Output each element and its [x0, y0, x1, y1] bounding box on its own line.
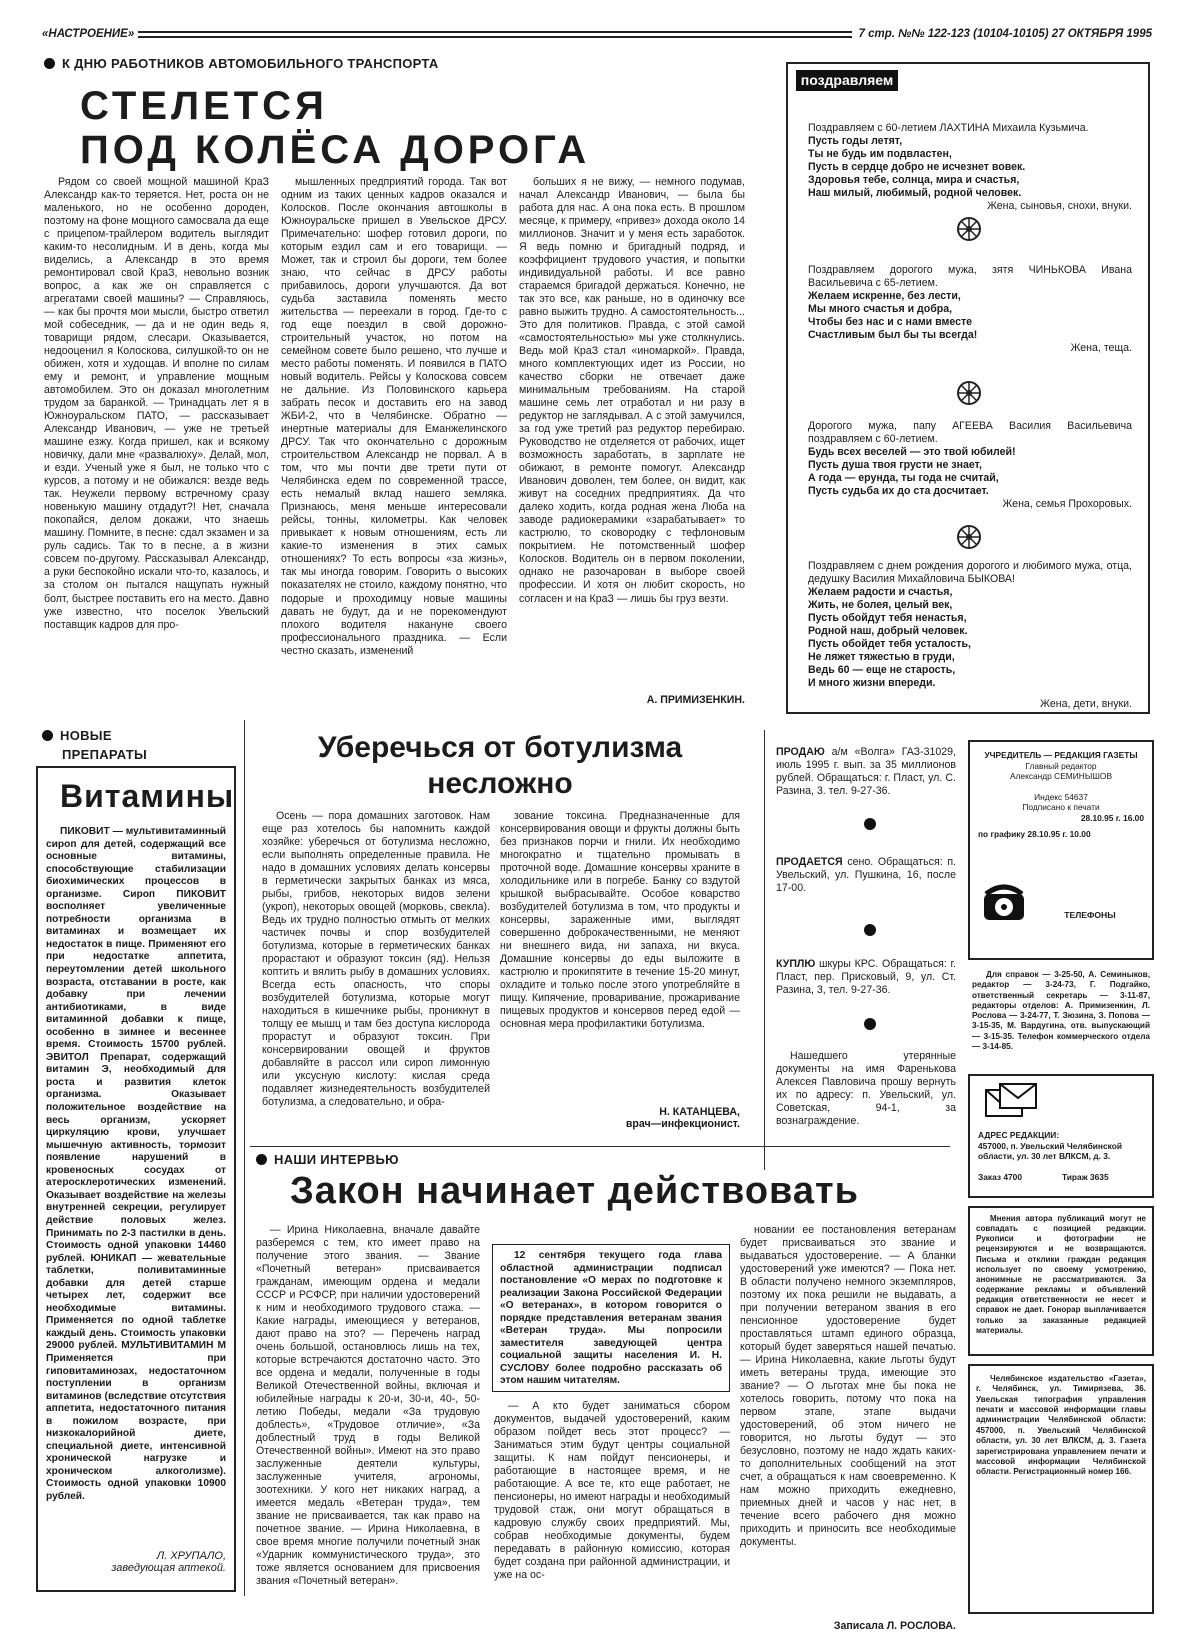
interview-author: Записала Л. РОСЛОВА. [833, 1620, 956, 1632]
vitamins-author: Л. ХРУПАЛО, заведующая аптекой. [111, 1550, 226, 1574]
article1-author: А. ПРИМИЗЕНКИН. [646, 694, 745, 706]
address-block: АДРЕС РЕДАКЦИИ: 457000, п. Увельский Челябинской области, ул. 30 лет ВЛКСМ, д. 3. Заказ 4700 Тираж 3635 [978, 1130, 1122, 1182]
bullet-icon [256, 1154, 267, 1165]
ad-sell-hay: ПРОДАЕТСЯ сено. Обращаться: п. Увельский, ул. Пушкина, 16, после 17-00. [776, 856, 956, 895]
interview-col1: — Ирина Николаевна, вначале давайте разберемся с тем, кто имеет право на получение этого звания. — Звание «Почетный ветеран» присваивается гражданам, имеющим ордена и медали СССР и РСФСР, при наличии удостоверений к ним и необходимого трудового стажа. — Какие награды, имеющиеся у ветеранов, дают право на это? — Перечень наград очень большой, остановлюсь лишь на тех, которые встречаются достаточно часто. Это все ордена и медали, полученные в годы Великой Отечественной войны, включая и юбилейные награды к 20-и, 30-и, 40-, 50-летию Победы, медали «За трудовую доблесть», «Трудовое отличие», «За доблестный труд в годы Великой Отечественной войны». Имеют на это право заслуженные деятели культуры, заслуженные учителя, агрономы, зоотехники. У кого нет никаких наград, а имеется медаль «Ветеран труда», тем звание не присваивается, так как право на почетное звание. — Ирина Николаевна, в свое время многие получили почетный знак «Ударник коммунистического труда», это тоже является основанием для присвоения звания «Почетный ветеран». [256, 1224, 480, 1588]
interview-kicker: НАШИ ИНТЕРВЬЮ [256, 1152, 556, 1167]
phones-title: ТЕЛЕФОНЫ [1064, 910, 1116, 920]
ad-lost-docs: Нашедшего утерянные документы на имя Фаренькова Алексея Павловича прошу вернуть их по адресу: п. Увельский, ул. Советская, 94-1, за вознаграждение. [776, 1050, 956, 1128]
congrats-banner: поздравляем [796, 70, 898, 91]
title-line-1: СТЕЛЕТСЯ [80, 84, 328, 128]
column-rule [764, 730, 765, 1170]
article1-title [80, 84, 770, 172]
article1-col2: мышленных предприятий города. Так вот одним из таких ценных кадров оказался и Колосков. После окончания автошколы в Южноуральске пришел в Увельское ДРСУ. Примечательно: шофер готовил дороги, по которым ездил сам и его товарищи. — Может, так и строил бы дороги, тем более знаю, что сейчас в ДРСУ работы прибавилось, дороги улучшаются. Да вот судьба заставила поменять место жительства — переехали в город. Где-то с год еще поездил в свой дорожно-строительный участок, но потом на семейном совете было решено, что лучше и место работы поменять. И появился в ПАТО новый водитель. Рейсы у Колоскова совсем не дальние. Из Половинского карьера забрать песок и доставить его на завод ЖБИ-2, что в Челябинске. Обратно — инертные материалы для Еманжелинского ДРСУ. Так что окончательно с дорожным строительством Александр не порвал. А в том, что мы почти две трети пути от Челябинска едем по современной трассе, есть немалый вклад нашего земляка. Признаюсь, меня меньше интересовали рейсы, тонны, километры. Как человек привыкает к новым отношениям, есть ли какие-то изменения в этих самых отношениях? То есть вопросы «за жизнь», так мы иногда говорим. Говорить о высоких показателях не стоило, каждому понятно, что подорые и проходимцу новые машины давать не будут, да и не порекомендуют плохого водителя накануне своего профессионального праздника. — Если честно сказать, изменений [281, 176, 507, 657]
vitamins-kicker: НОВЫЕ ПРЕПАРАТЫ [42, 728, 232, 762]
greeting-1: Поздравляем с 60-летием ЛАХТИНА Михаила Кузьмича. Пусть годы летят, Ты не будь им подвластен, Пусть в сердце добро не исчезнет вовек. Здоровья тебе, солнца, мира и счастья, Наш милый, любимый, родной человек. Жена, сыновья, снохи, внуки. [808, 122, 1132, 213]
section-rule [250, 1146, 950, 1147]
ad-sell-car: ПРОДАЮ а/м «Волга» ГАЗ-31029, июль 1995 г. вып. за 35 миллионов рублей. Обращаться: г. Пласт, ул. С. Разина, 3. тел. 9-27-36. [776, 746, 956, 798]
botulism-title: Уберечься от ботулизма несложно [317, 731, 683, 800]
vitamins-body: ПИКОВИТ — мультивитаминный сироп для детей, содержащий все основные витамины, способствующие стабилизации биохимических процессов в организме. Сироп ПИКОВИТ восполняет увеличенные потребности организма в витаминах и возмещает их недостаток в пище. Применяют его при недостатке аппетита, переутомлении детей школьного возраста, отставании в росте, как добавку при лечении антибиотиками, в виде витаминной добавки к пище, особенно в зимнее и весеннее время. Стоимость 15700 рублей. ЭВИТОЛ Препарат, содержащий витамин Э, необходимый для роста и развития клеток организма. Оказывает положительное воздействие на весь организм, ускоряет циркуляцию крови, улучшает мышечную активность, тормозит появление нарушений в кровеносных сосудах от атеросклеротических изменений. Оказывает воздействие на железы внутренней секреции, регулирует действие половых желез. Принимать по 2-3 пастилки в день. Стоимость одной упаковки 14460 рублей. ЮНИКАП — жевательные таблетки, поливитаминные добавки для детей старше четырех лет, содержит все необходимые витамины. Применяется по одной таблетке каждый день. Стоимость упаковки 29000 рублей. МУЛЬТИВИТАМИН М Применяется при гиповитаминозах, недостаточном поступлении в организм витаминов (вследствие отсутствия аппетита, недостаточного питания в пожилом возрасте, при низкокалорийной диете, специальной диете, интенсивной хронической нагрузке и хроническом алкоголизме). Стоимость одной упаковки 10900 рублей. [46, 826, 226, 1502]
title-line-2: ПОД КОЛЁСА ДОРОГА [80, 128, 591, 172]
disclaimer-text: Мнения автора публикаций могут не совпадать с позицией редакции. Рукописи и фотографии не рецензируются и не возвращаются. Письма и отклики граждан редакция использует по своему усмотрению, анонимные не рассматриваются. За содержание рекламы и объявлений редакция ответственности не несет и справок не дает. Гонорар выплачивается только за заказанные редакцией материалы. [976, 1214, 1146, 1335]
page-header [42, 28, 1152, 42]
separator-dot [864, 1018, 876, 1030]
article1-col1: Рядом со своей мощной машиной КраЗ Александр как-то теряется. Нет, роста он не маленького, но не особенно дороден, поэтому на фоне мощного самосвала да еще с прицепом-трайлером водитель выглядит каким-то несолидным. И в день, когда мы виделись, а Александр в это время ремонтировал свой КраЗ, невольно возник вопрос, а как же он справляется с агрегатами своей машины? — Справляюсь, — как бы прочтя мои мысли, быстро ответил мой собеседник, — да и не один ведь я, товарищи рядом, слесари. Оказывается, недооценил я Колоскова, силушкой-то он не обижен, хотя и худощав. И вполне по силам ему и ремонт, и управление мощным автомобилем. Это он доказал многолетним трудом за баранкой. — Тринадцать лет я в Южноуральском ПАТО, — рассказывает Александр Иванович, — уже не третьей машине езжу. Когда пришел, как и всякому новичку, дали мне «развалюху». Делай, мол, и езди. Ученый уже я был, не только что с курсов, а потому и не обижался: везде ведь так. Неужели первому встречному сразу новенькую машину отдадут?! Нет, сначала покопайся, делом докажи, что знаешь машину. Помните, в песне: сдал экзамен и за руль садись. Так то в песне, а в жизни совсем по-другому. Рассказывал Александр, а руки беспокойно искали что-то, казалось, и за столом он пытался нащупать нужный болт, быстрее поставить его на место. Давно уже известно, что поселок Увельский поставщик кадров для про- [44, 176, 269, 631]
bullet-icon [44, 58, 55, 69]
botulism-col1: Осень — пора домашних заготовок. Нам еще раз хотелось бы напомнить каждой хозяйке: уберечься от ботулизма несложно, если выполнять определенные правила. Не надо в домашних условиях делать консервы в герметически закрытых банках из мяса, рыбы, грибов, некоторых видов зелени (укроп), некоторых овощей (морковь, свекла). Ведь их трудно полностью отмыть от мелких частичек почвы и спор возбудителей ботулизма, которые в герметических банках прорастают и образуют токсин (яд). Нельзя коптить и вялить рыбу в домашних условиях. Всегда есть опасность, что споры возбудителей ботулизма, которые могут находиться в кишечнике рыбы, проникнут в толщу ее мышц и там без доступа кислорода прорастут и образуют токсин. При консервировании овощей и фруктов добавляйте в рассол или сироп лимонную или уксусную кислоту: кислая среда подавляет жизнедеятельность возбудителей ботулизма, а следовательно, и обра- [262, 810, 490, 1109]
interview-lead: 12 сентября текущего года глава областной администрации подписал постановление «О мерах по подготовке к реализации Закона Российской Федерации «О ветеранах», в котором говорится о порядке представления ветеранам звания «Ветеран труда». Мы попросили заместителя заведующей центра социальной защиты населения И. Н. СУСЛОВУ более подробно рассказать об этом нашим читателям. [500, 1250, 722, 1387]
separator-dot [864, 924, 876, 936]
separator-dot [864, 818, 876, 830]
section-name: «НАСТРОЕНИЕ» [42, 28, 135, 40]
vitamins-title: Витамины [60, 778, 235, 814]
article1-col3: больших я не вижу, — немного подумав, начал Александр Иванович, — была бы работа для нас. А она пока есть. В прошлом месяце, к примеру, «привез» дохода около 14 миллионов. Значит и у меня есть заработок. Я ведь помню и бригадный подряд, и коэффициент трудового участия, и попытки индивидуальной работы. И все равно стараемся бригадой держаться. Конечно, не так это все, как раньше, но в одиночку все равно выжить трудно. А самостоятельность... Это для политиков. Правда, с этой самой «самостоятельностью» мы уже столкнулись. Ведь мой КраЗ стал «иномаркой». Правда, много комплектующих идет из России, но качество сборки не отвечает даже минимальным требованиям. На старой машине семь лет отработал и ни разу в редуктор не заглядывал. А с этой замучился, за год уже третий раз редуктор перебираю. Руководство не отделяется от рабочих, ищет возможность заработать, в зарплате не обижают, в ремонте помогут. Александр Иванович доволен, тем более, он видит, как живут на соседних предприятиях. Да что далеко ходить, когда родная жена Люба на заводе радиокерамики «зарабатывает» то кастрюлю, то сковородку с тефлоновым покрытием. Не потомственный шофер Колосков. Водитель он в первом поколении, однако не разочарован в выборе своей профессии. И хотя он любит скорость, но согласен и на КраЗ — лишь бы груз везти. [519, 176, 745, 605]
envelope-icon [984, 1082, 1038, 1122]
greeting-2: Поздравляем дорогого мужа, зятя ЧИНЬКОВА Ивана Васильевича с 65-летием. Желаем искренне, без лести, Мы много счастья и добра, Чтобы без нас и с нами вместе Счастливым был бы ты всегда! Жена, теща. [808, 264, 1132, 355]
header-rule [138, 31, 852, 38]
interview-col3: новании ее постановления ветеранам будет присваиваться это звание и выдаваться удостоверение. — А бланки удостоверений уже имеются? — Пока нет. В области получено немного экземпляров, поэтому их пока решили не выдавать, а при получении ветераном звания в его пенсионное удостоверение будет проставляться штамп единого образца, который будет заверяться нашей печатью. — Ирина Николаевна, какие льготы будут иметь ветераны труда, имеющие это звание? — О льготах мне бы пока не хотелось говорить, потому что пока на первом этапе, этапе выдачи удостоверений, об этом ничего не говорится, но льготы будут — это безусловно, поэтому не надо ждать каких-то дополнительных сообщений на этот счет, а обращаться к нам своевременно. К нам можно приходить ежедневно, приемных дней и часов у нас нет, в течение всего рабочего дня можно приходить и приносить все необходимые документы. [740, 1224, 956, 1549]
issue-info: 7 стр. №№ 122-123 (10104-10105) 27 ОКТЯБРЯ 1995 [858, 28, 1152, 40]
botulism-author: Н. КАТАНЦЕВА, врач—инфекционист. [625, 1106, 740, 1130]
article1-kicker: К ДНЮ РАБОТНИКОВ АВТОМОБИЛЬНОГО ТРАНСПОРТА [44, 56, 764, 71]
bullet-icon [42, 730, 53, 741]
flower-icon [956, 380, 982, 406]
telephone-icon [982, 880, 1026, 924]
column-rule [244, 720, 245, 1596]
flower-icon [956, 524, 982, 550]
greeting-3: Дорогого мужа, папу АГЕЕВА Василия Васильевича поздравляем с 60-летием. Будь всех веселей — это твой юбилей! Пусть душа твоя грусти не знает, А года — ерунда, ты года не считай, Пусть судьба их до ста досчитает. Жена, семья Прохоровых. [808, 420, 1132, 511]
interview-title: Закон начинает действовать [290, 1170, 860, 1212]
phones-list: Для справок — 3-25-50, А. Семиныков, редактор — 3-24-73, Г. Подгайко, ответственный секретарь — 3-11-87, редакторы отделов: А. Примизенкин, Л. Рослова — 3-24-77, Т. Зюзина, З. Попова — 3-15-35, М. Вардугина, отв. выпускающий — 3-15-35. Телефон коммерческого отдела — 3-14-85. [972, 970, 1150, 1051]
ad-buy-hides: КУПЛЮ шкуры КРС. Обращаться: г. Пласт, пер. Присковый, 9, ул. Ст. Разина, 3, тел. 9-27-36. [776, 958, 956, 997]
flower-icon [956, 216, 982, 242]
interview-col2: — А кто будет заниматься сбором документов, выдачей удостоверений, каким образом пойдет весь этот процесс? — Заниматься этим будут центры социальной защиты. К нам пойдут пенсионеры, и работающие в настоящее время, и не работающие. А все те, кто еще работает, не пенсионеры, но имеют награды и необходимый трудовой стаж, они могут обращаться в кадровую службу своих предприятий. Мы, собрав необходимые документы, будем передавать в районную комиссию, которая будет создана при районной администрации, и уже на ос- [494, 1400, 730, 1582]
greeting-4: Поздравляем с днем рождения дорогого и любимого мужа, отца, дедушку Василия Михайловича БЫКОВА! Желаем радости и счастья, Жить, не болея, целый век, Пусть обойдут тебя ненастья, Родной наш, добрый человек. Пусть обойдет тебя усталость, Не ляжет тяжестью в груди, Ведь 60 — еще не старость, И много жизни впереди. Жена, дети, внуки. [808, 560, 1132, 711]
botulism-col2: зование токсина. Предназначенные для консервирования овощи и фрукты должны быть без признаков порчи и гнили. Их необходимо многократно и тщательно промывать в проточной воде. Домашние консервы храните в холодильнике или в погребе. Банку со вздутой крышкой выбрасывайте. Особое коварство возбудителей ботулизма в том, что продукты и консервы, зараженные ими, выглядят совершенно доброкачественными, не меняют ни внешнего вида, ни запаха, ни вкуса. Домашние консервы до еды выложите в кастрюлю и прокипятите в течение 15-20 минут, охладите и только после этого употребляйте в пищу. Кипячение, проваривание, прожаривание пищевых продуктов и консервов перед едой — основная мера профилактики ботулизма. [500, 810, 740, 1031]
imprint-header: УЧРЕДИТЕЛЬ — РЕДАКЦИЯ ГАЗЕТЫ Главный редактор Александр СЕМИНЫШОВ Индекс 54637 Подписано к печати 28.10.95 г. 16.00 по графику 28.10.95 г. 10.00 [978, 750, 1144, 839]
printer-text: Челябинское издательство «Газета», г. Челябинск, ул. Тимирязева, 36. Увельская типография управления печати и массовой информации главы администрации Челябинской области: 457000, п. Увельский Челябинской области, ул. 30 лет ВЛКСМ, д. 3. Газета зарегистрирована управлением печати и массовой информации Челябинской области. Регистрационный номер 166. [976, 1374, 1146, 1477]
